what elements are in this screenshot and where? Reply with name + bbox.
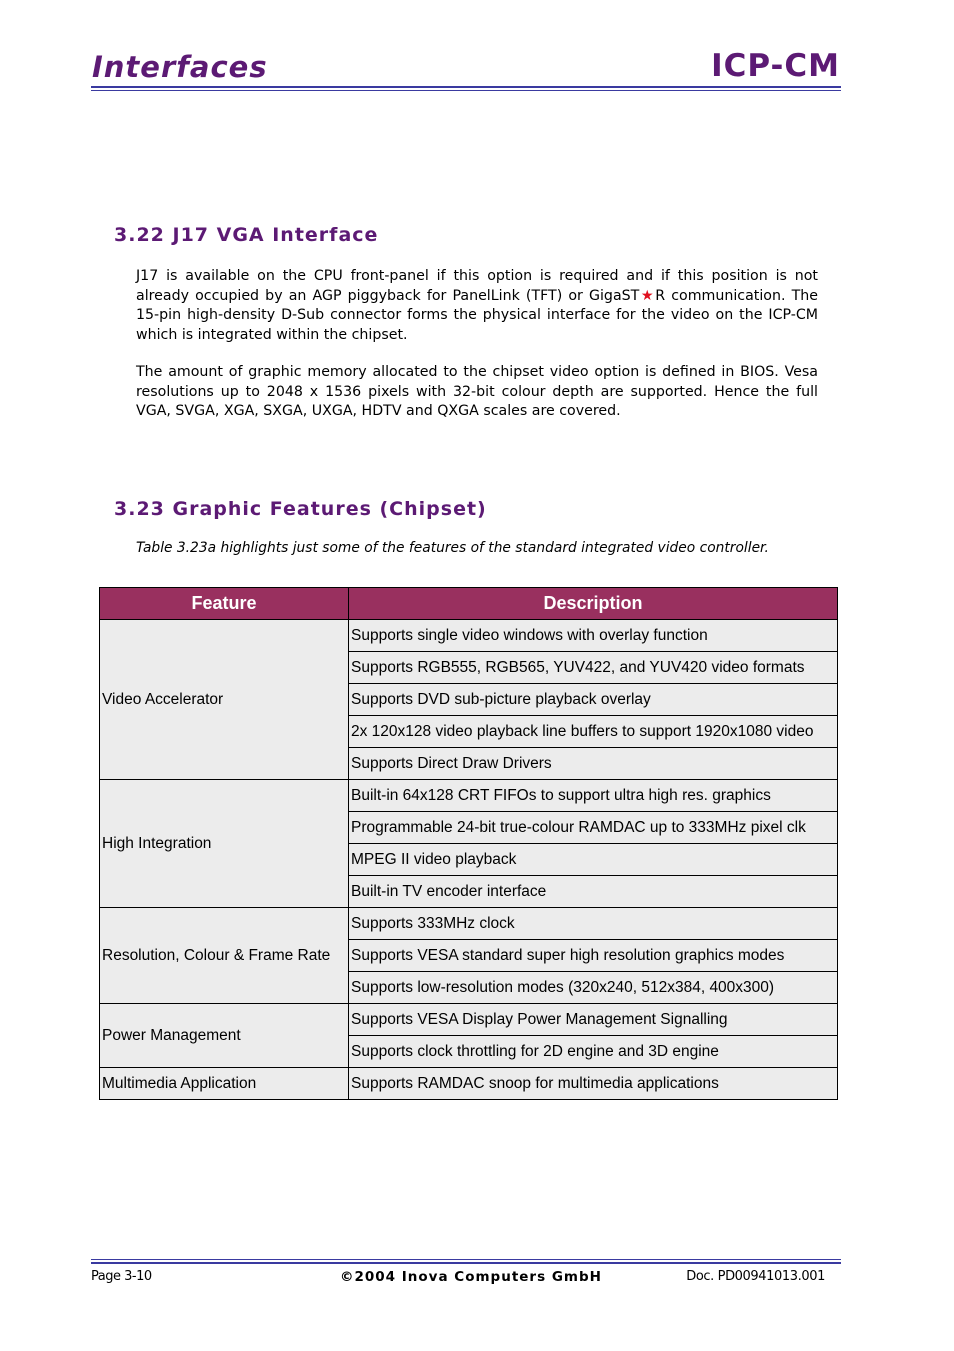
footer-doc-number: Doc. PD00941013.001 [686, 1269, 825, 1284]
description-cell: Supports Direct Draw Drivers [349, 748, 838, 780]
description-cell: Supports clock throttling for 2D engine and 3D engine [349, 1036, 838, 1068]
paragraph-vga-intro-part2: R communication. The 15-pin high-density D-Sub connector forms the physical interface for the video on the ICP-CM which is integrated within the chipset. [136, 287, 818, 343]
footer-rule-thin [91, 1259, 841, 1260]
description-cell: Programmable 24-bit true-colour RAMDAC up to 333MHz pixel clk [349, 812, 838, 844]
description-cell: Supports RGB555, RGB565, YUV422, and YUV420 video formats [349, 652, 838, 684]
description-cell: Supports 333MHz clock [349, 908, 838, 940]
table-row [100, 1068, 838, 1100]
header-product-title: ICP-CM [711, 48, 840, 84]
description-cell: MPEG II video playback [349, 844, 838, 876]
footer-page-number: Page 3-10 [91, 1269, 152, 1284]
feature-cell: Power Management [100, 1004, 349, 1068]
table-caption: Table 3.23a highlights just some of the features of the standard integrated video controller. [136, 540, 769, 556]
paragraph-vga-intro-part1: J17 is available on the CPU front-panel if this option is required and if this position is not already occupied by an AGP piggyback for PanelLink (TFT) or GigaST [136, 268, 818, 304]
star-icon: ★ [639, 287, 656, 304]
column-header-feature: Feature [100, 588, 349, 620]
table-header-row [100, 588, 838, 620]
paragraph-vga-memory: The amount of graphic memory allocated to the chipset video option is defined in BIOS. Vesa resolutions up to 2048 x 1536 pixels with 32-bit colour depth are supported. Hence the full VGA, SVGA, XGA, SXGA, UXGA, HDTV and QXGA scales are covered. [136, 364, 818, 419]
feature-cell: Video Accelerator [100, 620, 349, 780]
description-cell: Supports RAMDAC snoop for multimedia applications [349, 1068, 838, 1100]
feature-cell: High Integration [100, 780, 349, 908]
description-cell: Supports single video windows with overlay function [349, 620, 838, 652]
section-heading-vga: 3.22 J17 VGA Interface [114, 224, 379, 246]
header-rule-thin [91, 90, 841, 91]
description-cell: 2x 120x128 video playback line buffers to support 1920x1080 video [349, 716, 838, 748]
description-cell: Supports VESA standard super high resolution graphics modes [349, 940, 838, 972]
graphic-features-table [99, 587, 838, 1100]
footer-rule-thick [91, 1262, 841, 1264]
description-cell: Supports DVD sub-picture playback overlay [349, 684, 838, 716]
column-header-description: Description [349, 588, 838, 620]
table-row [100, 780, 838, 812]
table-row [100, 908, 838, 940]
description-cell: Supports low-resolution modes (320x240, 512x384, 400x300) [349, 972, 838, 1004]
paragraph-vga-intro [136, 267, 818, 345]
description-cell: Built-in TV encoder interface [349, 876, 838, 908]
header-section-title: Interfaces [92, 50, 268, 84]
description-cell: Built-in 64x128 CRT FIFOs to support ultra high res. graphics [349, 780, 838, 812]
feature-cell: Multimedia Application [100, 1068, 349, 1100]
section-heading-graphic-features: 3.23 Graphic Features (Chipset) [114, 498, 487, 520]
header-rule-thick [91, 86, 841, 88]
footer-copyright: ©2004 Inova Computers GmbH [340, 1269, 602, 1285]
description-cell: Supports VESA Display Power Management Signalling [349, 1004, 838, 1036]
table-row [100, 1004, 838, 1036]
table-row [100, 620, 838, 652]
feature-cell: Resolution, Colour & Frame Rate [100, 908, 349, 1004]
